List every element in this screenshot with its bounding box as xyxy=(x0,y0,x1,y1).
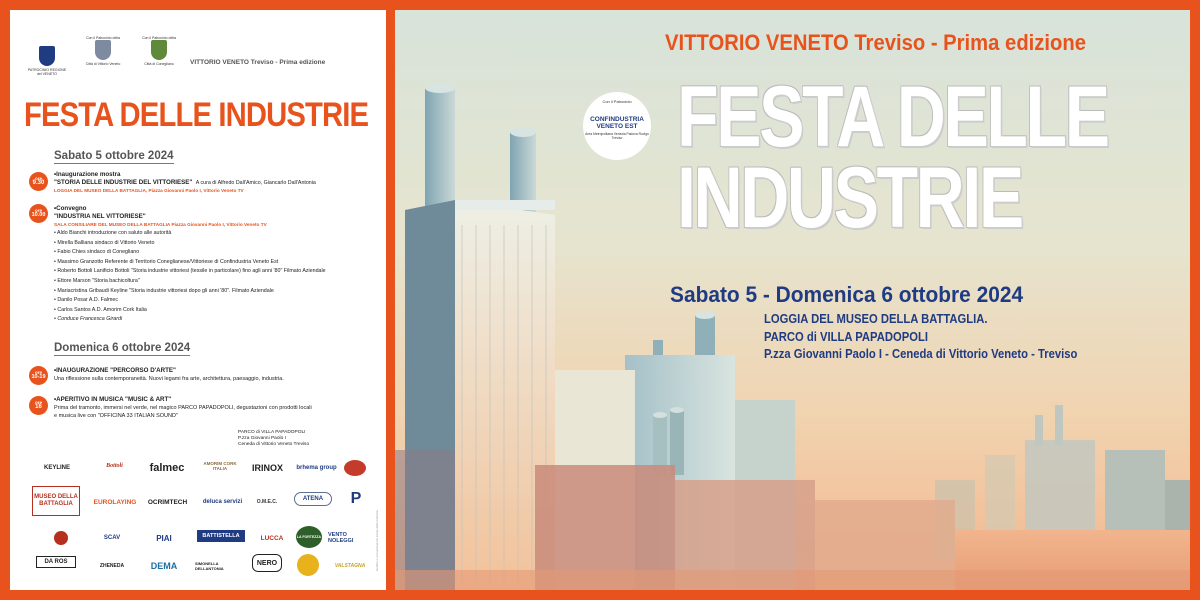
title-line-2: INDUSTRIE xyxy=(677,150,1022,246)
event-desc: e musica live con "OFFICINA 33 ITALIAN SOUND" xyxy=(54,413,178,419)
speaker-item: • Danilo Posar A.D. Falmec xyxy=(54,297,118,304)
speaker-item: • Ettore Marson "Storia bachicoltura" xyxy=(54,277,140,284)
program-panel xyxy=(10,10,386,590)
sponsor-logo: ZHENEDA xyxy=(99,563,125,569)
title-line-1: FESTA DELLE xyxy=(677,69,1108,165)
sponsor-logo: BATTISTELLA xyxy=(197,530,245,542)
left-title: FESTA DELLE INDUSTRIE xyxy=(24,96,369,134)
event-title: •INAUGURAZIONE "PERCORSO D'ARTE" xyxy=(54,367,176,374)
event-convegno xyxy=(54,205,374,325)
event-aperitivo xyxy=(54,396,374,420)
event-title: •APERITIVO IN MUSICA "MUSIC & ART" xyxy=(54,396,172,403)
sponsor-logo: DEMA xyxy=(150,561,178,571)
event-location: SALA CONSILIARE DEL MUSEO DELLA BATTAGLIA Piazza Giovanni Paolo I, Vittorio Veneto TV xyxy=(54,222,267,227)
patrocinio-label: Con il Patrocinio xyxy=(602,99,632,104)
venue-line: P.zza Giovanni Paolo I - Ceneda di Vittorio Veneto - Treviso xyxy=(764,347,1078,361)
crest-icon xyxy=(95,40,111,60)
speaker-item: • Massimo Granzotto Referente di Territorio Coneglianese/Vittoriese di Confindustria Veneto Est xyxy=(54,258,279,265)
sponsor-logo: ATENA xyxy=(294,492,332,506)
speaker-item: • Conduce Francesca Girardi xyxy=(54,316,123,323)
event-title: •Convegno xyxy=(54,205,87,212)
sponsor-logo-mark xyxy=(297,554,319,576)
venue-line: LOGGIA DEL MUSEO DELLA BATTAGLIA. xyxy=(764,312,988,326)
sponsor-logo-mark xyxy=(344,460,366,476)
sponsor-logo: SCAV xyxy=(103,535,121,541)
patron-logo-top-3: Con il Patrocinio della xyxy=(142,36,176,40)
event-percorso-arte xyxy=(54,367,374,383)
sponsor-logo: O.M.E.C. xyxy=(256,499,278,505)
crest-icon xyxy=(151,40,167,60)
edition-label: VITTORIO VENETO Treviso - Prima edizione xyxy=(190,59,326,66)
time-badge: ore 10.00 xyxy=(29,204,48,223)
event-inaugurazione-mostra xyxy=(54,171,374,195)
parco-address: PARCO di VILLA PAPADOPOLI P.zza Giovanni Paolo I Ceneda di Vittorio Veneto Treviso xyxy=(238,430,310,447)
sponsor-logo xyxy=(36,528,86,548)
speaker-item: • Fabio Chies sindaco di Conegliano xyxy=(54,249,140,256)
time-badge: ore 16 xyxy=(29,396,48,415)
patron-logo-bottom-3: Città di Conegliano xyxy=(144,62,174,66)
day2-heading: Domenica 6 ottobre 2024 xyxy=(54,342,191,354)
patron-logo-bottom-1: PATROCINIO REGIONE del VENETO xyxy=(27,68,67,76)
event-curator: A cura di Alfredo Dall'Amico, Giancarlo Dall'Antonia xyxy=(195,180,316,186)
speaker-item: • Mirella Balliana sindaco di Vittorio Veneto xyxy=(54,239,155,246)
sponsor-logo: SIMONELLA DELLANTONIA xyxy=(195,561,224,571)
sponsor-logo: DA ROS xyxy=(36,556,76,568)
poster-panel xyxy=(395,10,1190,590)
sponsor-logo: VENTO NOLEGGI xyxy=(328,532,354,544)
sponsor-logo: MUSEO DELLA BATTAGLIA xyxy=(32,486,80,516)
sponsor-logo: LA FORTEZZA xyxy=(296,526,322,548)
sponsor-logo: LUCCA xyxy=(260,534,284,542)
vittorio-veneto-logo xyxy=(82,36,124,66)
time-badge: ore 9.30 xyxy=(29,172,48,191)
event-desc: Prima del tramonto, immersi nel verde, nel magico PARCO PAPADOPOLI, degustazioni con prodotti locali xyxy=(54,405,312,411)
sponsor-logo: OCRIMTECH xyxy=(147,498,188,506)
venue-address xyxy=(764,311,1077,364)
edition-heading: VITTORIO VENETO Treviso - Prima edizione xyxy=(665,30,1087,55)
sponsor-logo: Bottoli xyxy=(106,463,123,469)
conegliano-logo xyxy=(138,36,180,66)
speaker-item: • Aldo Bianchi introduzione con saluto alle autorità xyxy=(54,230,172,236)
confindustria-name: CONFINDUSTRIA VENETO EST xyxy=(590,116,644,130)
poster-title xyxy=(677,69,1108,246)
sponsor-logo: NERO xyxy=(252,554,282,572)
event-desc: Una riflessione sulla contemporaneità. Nuovi legami fra arte, architettura, paesaggio, industria. xyxy=(54,376,284,382)
venue-line: PARCO di VILLA PAPADOPOLI xyxy=(764,329,928,344)
patron-logos xyxy=(26,36,180,76)
confindustria-area: Area Metropolitana Venezia Padova Rovigo Treviso xyxy=(585,132,649,140)
speaker-item: • Mariacristina Gribaudi Keyline "Storia industrie vittoriesi dopo gli anni '80". Filmato Aziendale xyxy=(54,287,274,294)
event-dates: Sabato 5 - Domenica 6 ottobre 2024 xyxy=(670,282,1024,307)
event-location: LOGGIA DEL MUSEO DELLA BATTAGLIA, Piazza Giovanni Paolo I, Vittorio Veneto TV xyxy=(54,188,244,193)
sponsor-logo: P xyxy=(350,490,362,507)
confindustria-badge xyxy=(583,92,651,160)
sponsor-logo: IRINOX xyxy=(251,463,283,473)
patron-logo-bottom-2: Città di Vittorio Veneto xyxy=(85,62,121,66)
lion-icon xyxy=(39,46,55,66)
event-title: •Inaugurazione mostra xyxy=(54,171,121,178)
sponsor-logo: brhema group xyxy=(296,465,337,471)
sponsor-logo: VALSTAGNA xyxy=(334,563,366,569)
sponsor-logo: falmec xyxy=(149,462,185,474)
sponsor-logo: KEYLINE xyxy=(43,465,70,471)
event-subtitle: "INDUSTRIA NEL VITTORIESE" xyxy=(54,213,146,220)
day1-heading: Sabato 5 ottobre 2024 xyxy=(54,150,174,162)
vertical-note: Grafica e comunicazione Festa delle Industrie xyxy=(375,510,379,571)
speaker-item: • Roberto Bottoli Lanificio Bottoli "Storia industrie vittoriesi (tessile in particolare) fino agli anni '80" Filmato Aziendale xyxy=(54,268,326,275)
time-badge: ore 10-19 xyxy=(29,366,48,385)
event-subtitle: "STORIA DELLE INDUSTRIE DEL VITTORIESE" xyxy=(54,179,193,186)
sponsor-logo: PIAI xyxy=(156,533,172,543)
speaker-item: • Carlos Santos A.D. Amorim Cork Italia xyxy=(54,306,147,313)
sponsor-logo: deluca servizi xyxy=(202,499,243,505)
patron-logo-top-2: Con il Patrocinio della xyxy=(86,36,120,40)
sponsor-logo: AMORIM CORK ITALIA xyxy=(203,461,237,471)
regione-veneto-logo xyxy=(26,36,68,76)
sponsor-logo: EUROLAYING xyxy=(93,498,137,506)
